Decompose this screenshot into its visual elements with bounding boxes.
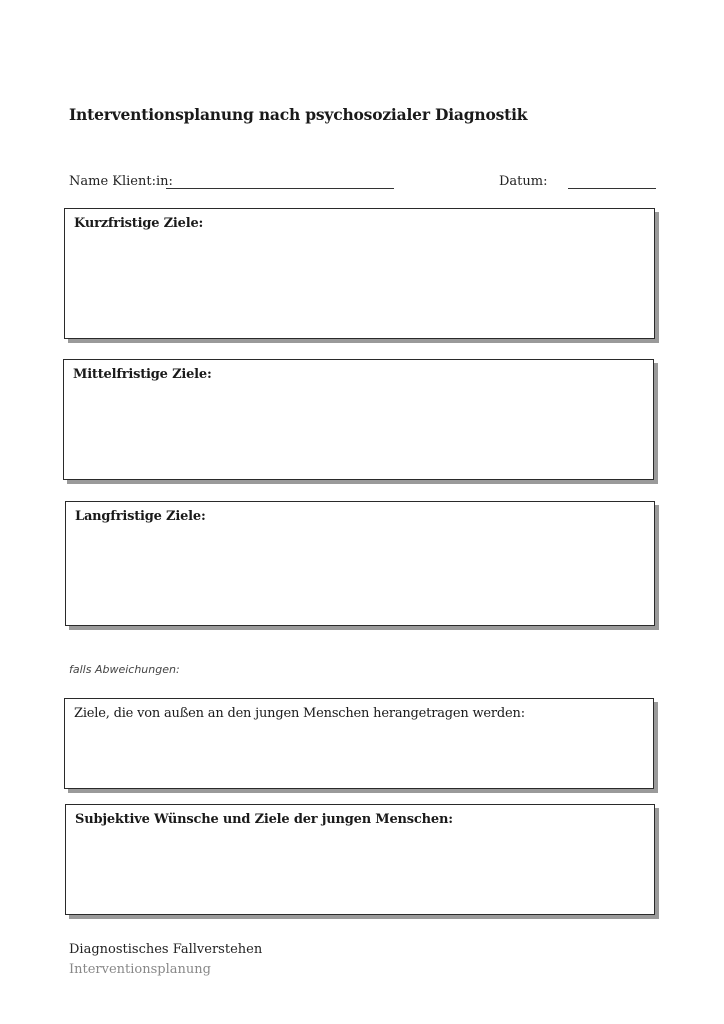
- footer-title: Diagnostisches Fallverstehen: [69, 942, 263, 957]
- long-term-goals-box[interactable]: [65, 501, 655, 626]
- page-title: Interventionsplanung nach psychosozialer Diagnostik: [69, 105, 528, 124]
- short-term-goals-label: Kurzfristige Ziele:: [74, 216, 204, 231]
- long-term-goals-label: Langfristige Ziele:: [75, 509, 206, 524]
- footer-subtitle: Interventionsplanung: [69, 962, 211, 977]
- date-field[interactable]: [568, 188, 656, 189]
- short-term-goals-box[interactable]: [64, 208, 655, 339]
- external-goals-box[interactable]: [64, 698, 654, 789]
- subjective-wishes-label: Subjektive Wünsche und Ziele der jungen Menschen:: [75, 812, 453, 827]
- medium-term-goals-label: Mittelfristige Ziele:: [73, 367, 212, 382]
- client-name-label: Name Klient:in:: [69, 174, 173, 189]
- subjective-wishes-box[interactable]: [65, 804, 655, 915]
- deviation-note: falls Abweichungen:: [69, 663, 180, 676]
- external-goals-label: Ziele, die von außen an den jungen Menschen herangetragen werden:: [74, 706, 525, 721]
- medium-term-goals-box[interactable]: [63, 359, 654, 480]
- date-label: Datum:: [499, 174, 548, 189]
- client-name-field[interactable]: [166, 188, 394, 189]
